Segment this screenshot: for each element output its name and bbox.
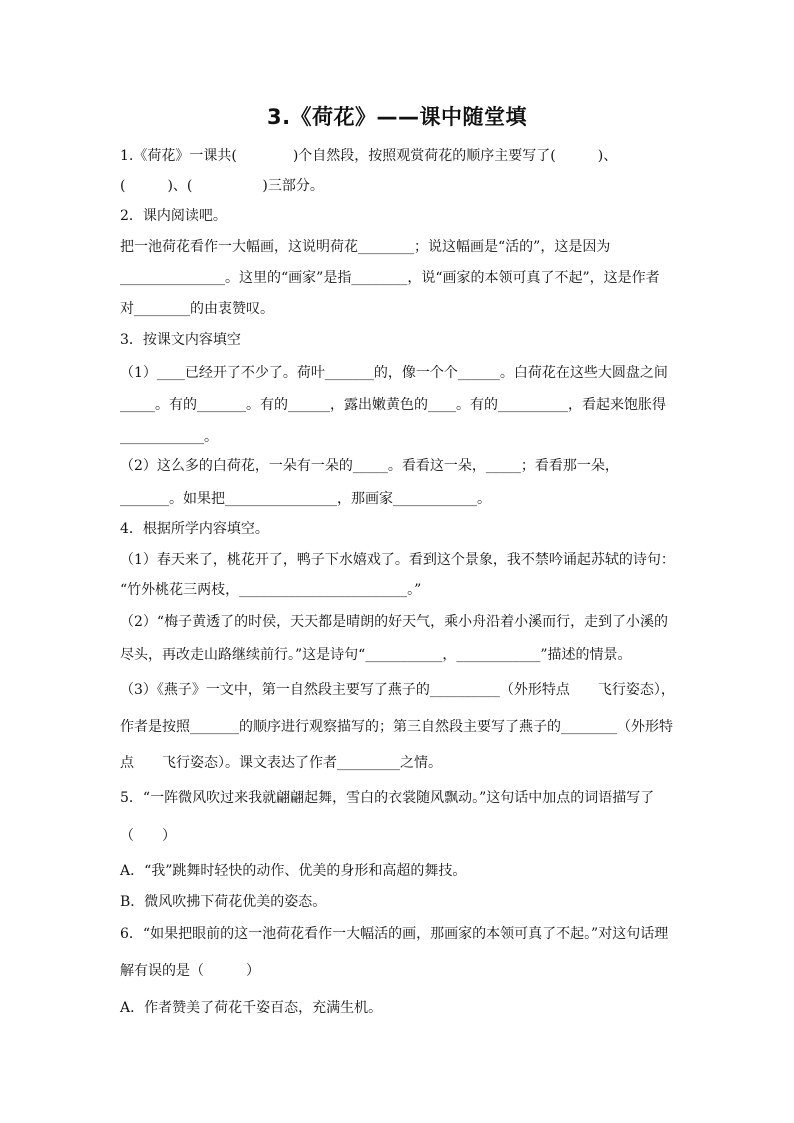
q1-line-2: ( )、( )三部分。 [120, 178, 324, 194]
q6-line-1: 6．“如果把眼前的这一池荷花看作一大幅活的画，那画家的本领可真了不起。”对这句话理 [120, 926, 669, 942]
q3-1-line-1: （1）____已经开了不少了。荷叶_______的，像一个个______。白荷花在这些大圆盘之间 [120, 365, 668, 381]
q4-3-line-3: 点 飞行姿态）。课文表达了作者_________之情。 [120, 755, 442, 771]
q3-1-line-3: ____________。 [120, 429, 218, 445]
q4-2-line-1: （2）“梅子黄透了的时侯，天天都是晴朗的好天气，乘小舟沿着小溪而行，走到了小溪的 [120, 614, 669, 630]
q3-2-line-2: _______。如果把________________，那画家____________。 [120, 491, 491, 507]
q4-1-line-2: “竹外桃花三两枝，________________________。” [120, 582, 422, 598]
q4-3-line-2: 作者是按照_______的顺序进行观察描写的；第三自然段主要写了燕子的________（外形特 [120, 719, 673, 735]
q5-option-b: B．微风吹拂下荷花优美的姿态。 [120, 894, 327, 910]
q1-line-1: 1.《荷花》一课共( )个自然段，按照观赏荷花的顺序主要写了( )、 [120, 148, 618, 164]
q4-3-line-1: （3）《燕子》一文中，第一自然段主要写了燕子的__________（外形特点 飞行姿态）， [120, 682, 675, 698]
q5-answer-blank: （ ） [120, 828, 176, 844]
q6-option-a: A．作者赞美了荷花千姿百态，充满生机。 [120, 1000, 383, 1016]
q5-option-a: A．“我”跳舞时轻快的动作、优美的身形和高超的舞技。 [120, 863, 467, 879]
q3-2-line-1: （2）这么多的白荷花，一朵有一朵的_____。看看这一朵，_____；看看那一朵， [120, 458, 619, 474]
q5-line-1: 5．“一阵微风吹过来我就翩翩起舞，雪白的衣裳随风飘动。”这句话中加点的词语描写了 [120, 790, 655, 806]
q2-line-1: 把一池荷花看作一大幅画，这说明荷花________；说这幅画是“活的”，这是因为 [120, 239, 611, 255]
q2-line-2: _______________。这里的“画家”是指________，说“画家的本领可真了不起”，这是作者 [120, 270, 660, 286]
page-title: 3.《荷花》——课中随堂填 [266, 105, 528, 129]
q6-line-2: 解有误的是（ ） [120, 963, 260, 979]
q4-2-line-2: 尽头，再改走山路继续前行。”这是诗句“___________，____________”描述的情景。 [120, 647, 632, 663]
q4-1-line-1: （1）春天来了，桃花开了，鸭子下水嬉戏了。看到这个景象，我不禁吟诵起苏轼的诗句： [120, 552, 675, 568]
q4-heading: 4．根据所学内容填空。 [120, 521, 269, 537]
q2-line-3: 对________的由衷赞叹。 [120, 301, 274, 317]
q3-heading: 3．按课文内容填空 [120, 332, 241, 348]
q3-1-line-2: _____。有的_______。有的______，露出嫩黄色的____。有的__________，看起来饱胀得 [120, 397, 666, 413]
q2-heading: 2．课内阅读吧。 [120, 208, 227, 224]
